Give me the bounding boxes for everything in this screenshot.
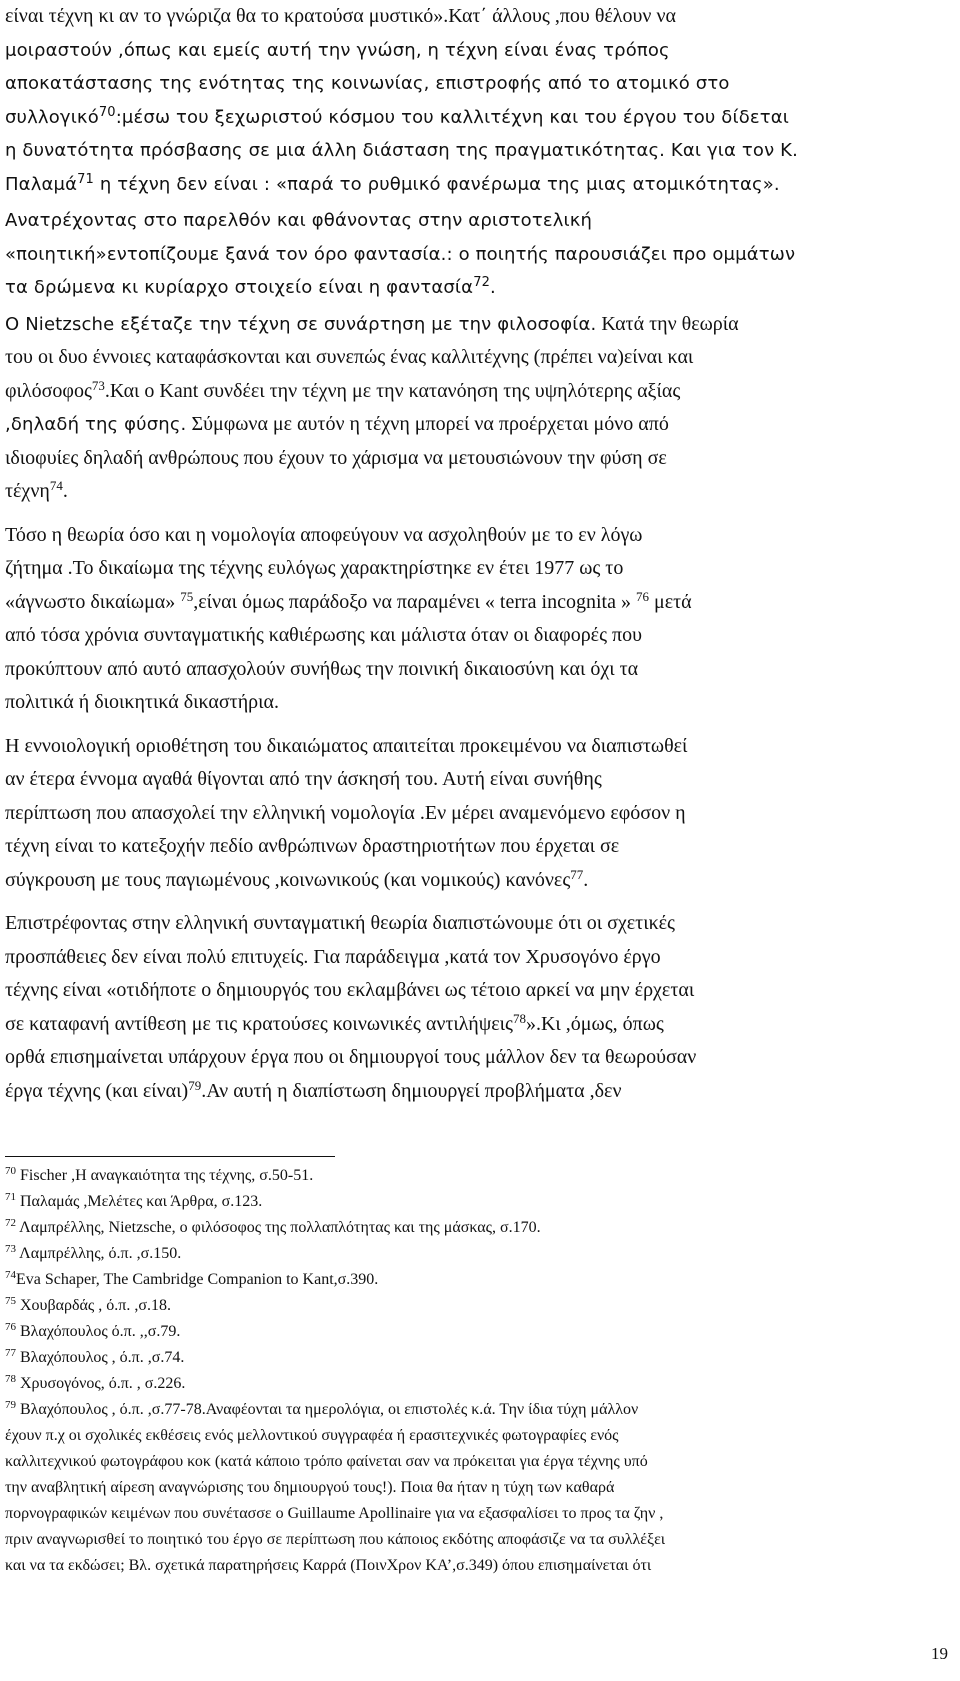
text-run: σε καταφανή αντίθεση με τις κρατούσες κοινωνικές αντιλήψεις <box>5 1012 513 1035</box>
footnotes <box>5 1163 953 1579</box>
footnote-75 <box>5 1293 953 1319</box>
footnote-text: Χουβαρδάς , ό.π. ,σ.18. <box>16 1297 171 1314</box>
text-line <box>5 1075 953 1109</box>
text-line: ζήτημα .Το δικαίωμα της τέχνης ευλόγως χαρακτηρίστηκε εν έτει 1977 ως το <box>5 557 624 579</box>
text-run: «άγνωστο δικαίωμα» <box>5 590 181 613</box>
footnote-continuation-line: και να τα εκδώσει; Βλ. σχετικά παρατηρήσεις Καρρά (ΠοινΧρον ΚΑ’,σ.349) όπου επισημαίνεται ότι <box>5 1557 652 1574</box>
footnote-text: Βλαχόπουλος , ό.π. ,σ.74. <box>16 1349 185 1366</box>
paragraph-2 <box>5 204 953 305</box>
paragraph-3 <box>5 308 953 509</box>
text-line <box>5 271 953 305</box>
text-run: ,δηλαδή της φύσης. <box>5 414 187 435</box>
footnote-ref-70[interactable]: 70 <box>98 104 116 120</box>
text-run: Κατά την θεωρία <box>596 312 739 335</box>
text-line <box>5 586 953 620</box>
footnote-ref-78[interactable]: 78 <box>512 1010 526 1026</box>
paragraph-5 <box>5 730 953 898</box>
text-line: τέχνη είναι το κατεξοχήν πεδίο ανθρώπινων δραστηριοτήτων που έρχεται σε <box>5 835 620 857</box>
text-run: τέχνη <box>5 480 50 502</box>
text-line: του οι δυο έννοιες καταφάσκονται και συνεπώς ένας καλλιτέχνης (πρέπει να)είναι και <box>5 346 694 368</box>
footnote-continuation-line: την αναβλητική αίρεση αναγνώρισης του δημιουργού τους!). Ποια θα ήταν η τύχη των καθαρά <box>5 1479 615 1496</box>
text-line: αν έτερα έννομα αγαθά θίγονται από την άσκησή του. Αυτή είναι συνήθης <box>5 768 602 790</box>
text-line: Τόσο η θεωρία όσο και η νομολογία αποφεύγουν να ασχοληθούν με το εν λόγω <box>5 523 643 546</box>
text-line: η δυνατότητα πρόσβασης σε μια άλλη διάσταση της πραγματικότητας. Και για τον Κ. <box>5 140 798 161</box>
paragraph-4 <box>5 519 953 720</box>
text-line <box>5 1008 953 1042</box>
footnote-text: Λαμπρέλλης, ό.π. ,σ.150. <box>16 1245 182 1262</box>
footnote-text: Eva Schaper, The Cambridge Companion to Kant,σ.390. <box>16 1271 379 1288</box>
footnote-continuation-line: καλλιτεχνικού φωτογράφου κοκ (κατά κάποιο τρόπο φαίνεται σαν να πρόκειται για έργα τέχνης υπό <box>5 1453 648 1470</box>
footnote-number: 77 <box>5 1347 16 1359</box>
footnote-ref-76[interactable]: 76 <box>635 588 649 604</box>
text-run: ».Κι ,όμως, όπως <box>525 1012 664 1035</box>
footnote-76 <box>5 1319 953 1345</box>
text-line: περίπτωση που απασχολεί την ελληνική νομολογία .Εν μέρει αναμενόμενο εφόσον η <box>5 801 686 824</box>
footnote-number: 75 <box>5 1295 16 1307</box>
text-line: «ποιητική»εντοπίζουμε ξανά τον όρο φαντασία.: ο ποιητής παρουσιάζει προ ομμάτων <box>5 243 796 265</box>
text-line: μοιραστούν ,όπως και εμείς αυτή την γνώση, η τέχνη είναι ένας τρόπος <box>5 39 670 61</box>
text-line <box>5 308 953 342</box>
page-number: 19 <box>931 1644 948 1663</box>
footnote-continuation-line: πριν αναγνωρισθεί το ποιητικό του έργο σε περίπτωση που κάποιος εκδότης αποφάσιζε να τα συλλέξει <box>5 1531 666 1548</box>
footnote-77 <box>5 1345 953 1371</box>
text-line <box>5 864 953 898</box>
document-page <box>5 0 953 1108</box>
text-line: από τόσα χρόνια συνταγματικής καθιέρωσης και μάλιστα όταν οι διαφορές που <box>5 624 642 646</box>
text-line: Η εννοιολογική οριοθέτηση του δικαιώματος απαιτείται προκειμένου να διαπιστωθεί <box>5 734 688 757</box>
text-line: είναι τέχνη κι αν το γνώριζα θα το κρατούσα μυστικό».Κατ΄ άλλους ,που θέλουν να <box>5 5 676 27</box>
footnote-70 <box>5 1163 953 1189</box>
paragraph-1 <box>5 0 953 201</box>
footnote-79 <box>5 1397 953 1423</box>
footnote-separator <box>5 1156 335 1157</box>
text-run: τα δρώμενα κι κυρίαρχο στοιχείο είναι η φαντασία <box>5 277 474 298</box>
footnote-number: 71 <box>5 1191 16 1203</box>
footnote-continuation-line: έχουν π.χ οι σχολικές εκθέσεις ενός μελλοντικού συγγραφέα ή ερασιτεχνικές φωτογραφίες ενός <box>5 1427 619 1444</box>
text-line: αποκατάστασης της ενότητας της κοινωνίας, επιστροφής από το ατομικό στο <box>5 73 730 94</box>
text-run: . <box>62 480 68 502</box>
footnote-ref-77[interactable]: 77 <box>570 866 584 882</box>
footnote-number: 76 <box>5 1321 16 1333</box>
footnote-number: 78 <box>5 1373 16 1385</box>
text-line: προσπάθειες δεν είναι πολύ επιτυχείς. Για παράδειγμα ,κατά τον Χρυσογόνο έργο <box>5 945 661 968</box>
text-line: ιδιοφυίες δηλαδή ανθρώπους που έχουν το χάρισμα να μετουσιώνουν την φύση σε <box>5 446 667 469</box>
footnote-number: 72 <box>5 1217 16 1229</box>
text-run: . <box>583 868 589 891</box>
text-run: σύγκρουση με τους παγιωμένους ,κοινωνικούς (και νομικούς) κανόνες <box>5 868 571 891</box>
footnote-ref-73[interactable]: 73 <box>91 377 105 393</box>
footnote-continuation-line: πορνογραφικών κειμένων που συνέτασσε ο Guillaume Apollinaire για να εξασφαλίσει το προς τα ζην , <box>5 1505 664 1522</box>
text-run: Παλαμά <box>5 173 78 195</box>
footnote-ref-74[interactable]: 74 <box>49 478 63 493</box>
text-run: .Και ο Kant συνδέει την τέχνη με την κατανόηση της υψηλότερης αξίας <box>104 379 681 402</box>
text-run: .Αν αυτή η διαπίστωση δημιουργεί προβλήματα ,δεν <box>201 1079 622 1102</box>
footnote-text: Χρυσογόνος, ό.π. , σ.226. <box>16 1375 186 1392</box>
text-line: Επιστρέφοντας στην ελληνική συνταγματική θεωρία διαπιστώνουμε ότι οι σχετικές <box>5 912 675 934</box>
footnote-number: 79 <box>5 1399 16 1411</box>
footnote-ref-72[interactable]: 72 <box>473 275 491 290</box>
footnote-number: 73 <box>5 1243 16 1255</box>
footnote-78 <box>5 1371 953 1397</box>
footnote-number: 74 <box>5 1269 16 1281</box>
text-run: Ο Nietzsche εξέταζε την τέχνη σε συνάρτηση με την φιλοσοφία. <box>5 313 597 335</box>
text-line: πολιτικά ή διοικητικά δικαστήρια. <box>5 691 280 713</box>
footnote-text: Παλαμάς ,Μελέτες και Άρθρα, σ.123. <box>16 1193 263 1210</box>
text-run: μετά <box>648 590 692 613</box>
text-run: ,είναι όμως παράδοξο να παραμένει « terra incognita » <box>193 590 636 613</box>
footnote-text: Βλαχόπουλος ό.π. ,,σ.79. <box>16 1323 181 1340</box>
footnote-ref-79[interactable]: 79 <box>188 1077 202 1093</box>
footnote-74 <box>5 1267 953 1293</box>
paragraph-6 <box>5 907 953 1108</box>
footnote-ref-75[interactable]: 75 <box>180 588 194 604</box>
footnote-71 <box>5 1189 953 1215</box>
text-run: Σύμφωνα με αυτόν η τέχνη μπορεί να προέρχεται μόνο από <box>186 413 669 435</box>
footnote-text: Βλαχόπουλος , ό.π. ,σ.77-78.Αναφέονται τα ημερολόγια, οι επιστολές κ.ά. Την ίδια τύχη μάλλον <box>16 1401 639 1418</box>
text-run: :μέσω του ξεχωριστού κόσμου του καλλιτέχνη και του έργου του δίδεται <box>115 106 789 128</box>
footnote-text: Fischer ,Η αναγκαιότητα της τέχνης, σ.50-51. <box>16 1167 314 1184</box>
footnote-number: 70 <box>5 1165 16 1177</box>
text-run: συλλογικό <box>5 106 99 128</box>
text-line <box>5 375 953 409</box>
text-line <box>5 475 953 509</box>
footnote-text: Λαμπρέλλης, Nietzsche, ο φιλόσοφος της πολλαπλότητας και της μάσκας, σ.170. <box>16 1219 541 1236</box>
text-line <box>5 168 953 202</box>
footnote-72 <box>5 1215 953 1241</box>
text-line: ορθά επισημαίνεται υπάρχουν έργα που οι δημιουργοί τους μάλλον δεν τα θεωρούσαν <box>5 1046 697 1068</box>
text-line <box>5 408 953 442</box>
footnote-ref-71[interactable]: 71 <box>77 171 94 187</box>
footnote-73 <box>5 1241 953 1267</box>
text-run: . <box>490 277 496 298</box>
text-line: τέχνης είναι «οτιδήποτε ο δημιουργός του εκλαμβάνει ως τέτοιο αρκεί να μην έρχεται <box>5 979 695 1001</box>
text-run: η τέχνη δεν είναι : «παρά το ρυθμικό φανέρωμα της μιας ατομικότητας». <box>93 173 780 195</box>
text-line <box>5 101 953 135</box>
text-run: φιλόσοφος <box>5 379 92 402</box>
text-line: Ανατρέχοντας στο παρελθόν και φθάνοντας στην αριστοτελική <box>5 210 593 231</box>
text-run: έργα τέχνης (και είναι) <box>5 1079 189 1102</box>
text-line: προκύπτουν από αυτό απασχολούν συνήθως την ποινική δικαιοσύνη και όχι τα <box>5 657 639 680</box>
